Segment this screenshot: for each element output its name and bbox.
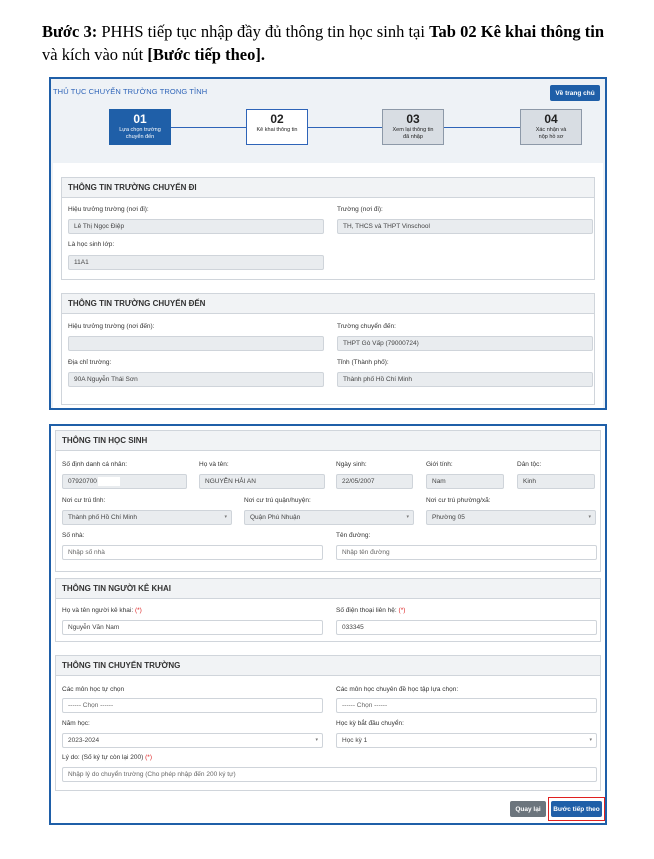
id-field[interactable]: 07920700: [62, 474, 187, 489]
field-label: Số nhà:: [62, 532, 85, 539]
house-number-input[interactable]: Nhập số nhà: [62, 545, 323, 560]
school-to-field[interactable]: THPT Gò Vấp (79000724): [337, 336, 593, 351]
field-label: Hiệu trưởng trường (nơi đi):: [68, 206, 149, 213]
step-label: Kê khai thông tin: [256, 127, 298, 133]
step-label: Lựa chọn trường chuyển đến: [119, 127, 161, 140]
chevron-down-icon: ▾: [588, 514, 591, 520]
form-content: [53, 163, 603, 408]
field-label: Địa chỉ trường:: [68, 359, 112, 366]
residence-district-select[interactable]: Quận Phú Nhuận ▾: [244, 510, 414, 525]
ethnic-field[interactable]: Kinh: [517, 474, 595, 489]
field-label: Trường (nơi đi):: [337, 206, 383, 213]
section-title: THÔNG TIN CHUYỂN TRƯỜNG: [56, 656, 600, 676]
school-from-field[interactable]: TH, THCS và THPT Vinschool: [337, 219, 593, 234]
specialized-select[interactable]: ------ Chọn ------: [336, 698, 597, 713]
field-label: Giới tính:: [426, 461, 453, 468]
section-title: THÔNG TIN TRƯỜNG CHUYỂN ĐẾN: [62, 294, 594, 314]
step-3[interactable]: [382, 109, 444, 145]
field-label: Nơi cư trú phường/xã:: [426, 497, 491, 504]
home-button[interactable]: Về trang chủ: [550, 85, 600, 101]
field-label: Họ và tên người kê khai: (*): [62, 607, 142, 614]
class-field[interactable]: 11A1: [68, 255, 324, 270]
field-label: Nơi cư trú quận/huyện:: [244, 497, 311, 504]
reason-input[interactable]: Nhập lý do chuyển trường (Cho phép nhập đến 200 ký tự): [62, 767, 597, 782]
school-from-section: [61, 177, 595, 280]
step-1[interactable]: [109, 109, 171, 145]
page-title: THỦ TỤC CHUYỂN TRƯỜNG TRONG TỈNH: [53, 87, 208, 96]
section-title: THÔNG TIN NGƯỜI KÊ KHAI: [56, 579, 600, 599]
field-label: Ngày sinh:: [336, 461, 367, 468]
principal-to-field[interactable]: [68, 336, 324, 351]
section-title: THÔNG TIN TRƯỜNG CHUYỂN ĐI: [62, 178, 594, 198]
step-label: Xác nhận và nộp hồ sơ: [535, 127, 567, 140]
field-label: Là học sinh lớp:: [68, 241, 115, 248]
step-label: Xem lại thông tin đã nhập: [392, 127, 434, 140]
field-label: Các môn học tự chọn: [62, 686, 125, 693]
next-step-button[interactable]: Bước tiếp theo: [551, 801, 602, 817]
field-label: Năm học:: [62, 720, 90, 727]
section-title: THÔNG TIN HỌC SINH: [56, 431, 600, 451]
field-label: Nơi cư trú tỉnh:: [62, 497, 106, 504]
tab-label: Tab 02 Kê khai thông tin: [429, 22, 605, 41]
back-button[interactable]: Quay lại: [510, 801, 546, 817]
screenshot-top: [49, 77, 607, 410]
heading-text-b: và kích vào nút: [42, 45, 148, 64]
student-section: [55, 430, 601, 572]
residence-province-select[interactable]: Thành phố Hồ Chí Minh ▾: [62, 510, 232, 525]
residence-ward-select[interactable]: Phường 05 ▾: [426, 510, 596, 525]
field-label: Số định danh cá nhân:: [62, 461, 128, 468]
field-label: Tỉnh (Thành phố):: [337, 359, 389, 366]
chevron-down-icon: ▾: [589, 737, 592, 743]
step-number: 02: [270, 112, 284, 126]
screenshot-bottom: [49, 424, 607, 825]
redaction: [98, 477, 120, 486]
province-field[interactable]: Thành phố Hồ Chí Minh: [337, 372, 593, 387]
step-label: Bước 3:: [42, 22, 98, 41]
field-label: Lý do: (Số ký tự còn lại 200) (*): [62, 754, 152, 761]
field-label: Hiệu trưởng trường (nơi đến):: [68, 323, 155, 330]
chevron-down-icon: ▾: [224, 514, 227, 520]
field-label: Học kỳ bắt đầu chuyển:: [336, 720, 404, 727]
school-to-section: [61, 293, 595, 405]
principal-from-field[interactable]: Lê Thị Ngọc Điệp: [68, 219, 324, 234]
declarant-section: [55, 578, 601, 642]
chevron-down-icon: ▾: [406, 514, 409, 520]
transfer-section: [55, 655, 601, 791]
declarant-name-input[interactable]: Nguyễn Văn Nam: [62, 620, 323, 635]
field-label: Họ và tên:: [199, 461, 229, 468]
semester-select[interactable]: Học kỳ 1 ▾: [336, 733, 597, 748]
elective-select[interactable]: ------ Chọn ------: [62, 698, 323, 713]
step-number: 03: [406, 112, 420, 126]
heading-text-a: PHHS tiếp tục nhập đầy đủ thông tin học sinh tại: [97, 22, 430, 41]
step-number: 01: [133, 112, 147, 126]
step-number: 04: [544, 112, 558, 126]
field-label: Số điện thoại liên hệ: (*): [336, 607, 406, 614]
step-2[interactable]: [246, 109, 308, 145]
phone-input[interactable]: 033345: [336, 620, 597, 635]
instruction-heading: [42, 20, 612, 66]
step-4[interactable]: [520, 109, 582, 145]
dob-field[interactable]: 22/05/2007: [336, 474, 413, 489]
field-label: Dân tộc:: [517, 461, 542, 468]
field-label: Trường chuyển đến:: [337, 323, 396, 330]
address-field[interactable]: 90A Nguyễn Thái Sơn: [68, 372, 324, 387]
school-year-select[interactable]: 2023-2024 ▾: [62, 733, 323, 748]
name-field[interactable]: NGUYỄN HẢI AN: [199, 474, 325, 489]
chevron-down-icon: ▾: [315, 737, 318, 743]
field-label: Các môn học chuyên đề học tập lựa chọn:: [336, 686, 459, 693]
button-reference: [Bước tiếp theo].: [147, 45, 265, 64]
gender-field[interactable]: Nam: [426, 474, 504, 489]
street-input[interactable]: Nhập tên đường: [336, 545, 597, 560]
field-label: Tên đường:: [336, 532, 371, 539]
stepper-line: [151, 127, 561, 128]
